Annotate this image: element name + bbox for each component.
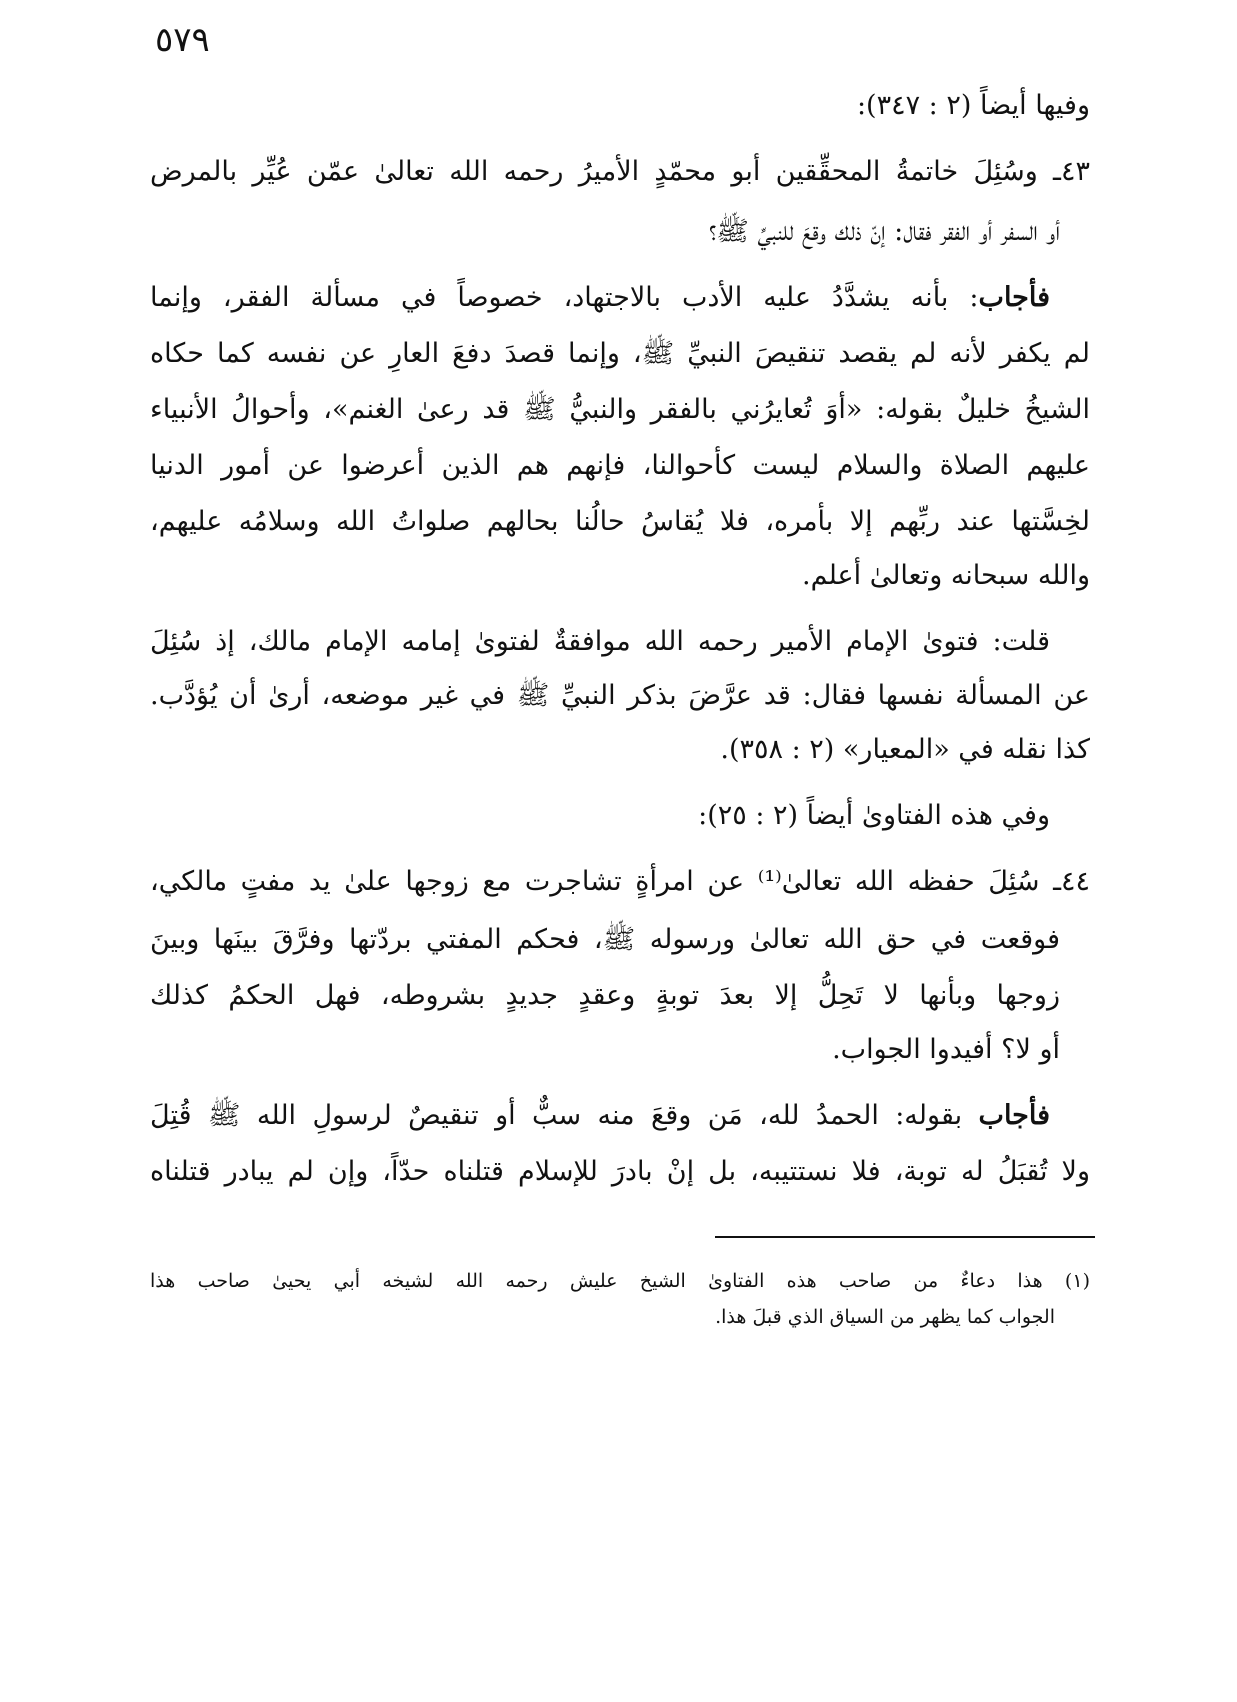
answer-text: بقوله: الحمدُ لله، مَن وقعَ منه سبٌّ أو تنقيصٌ لرسولِ الله ﷺ قُتِلَ — [150, 1100, 979, 1131]
footnote-separator — [715, 1236, 1095, 1238]
answer-text: : بأنه يشدَّدُ عليه الأدب بالاجتهاد، خصوصاً في مسألة الفقر، وإنما — [150, 282, 979, 313]
section-intro: وفيها أيضاً (٢ : ٣٤٧): — [856, 90, 1090, 121]
answer-line-5: لخِسَّتها عند ربِّهم إلا بأمره، فلا يُقاسُ حالُنا بحالهم صلواتُ الله وسلامُه عليهم، — [150, 506, 1090, 537]
note-line-3: كذا نقله في «المعيار» (٢ : ٣٥٨). — [720, 734, 1090, 765]
question-43-line-2: أو السفر أو الفقر فقال: إنّ ذلك وقعَ للنبيِّ ﷺ؟ — [708, 216, 1060, 247]
section-intro-2: وفي هذه الفتاوىٰ أيضاً (٢ : ٢٥): — [698, 800, 1050, 831]
answer-line-1 — [150, 284, 1050, 311]
question-44-line-3: زوجها وبأنها لا تَحِلُّ إلا بعدَ توبةٍ وعقدٍ جديدٍ بشروطه، فهل الحكمُ كذلك — [150, 980, 1060, 1011]
question-44-line-2: فوقعت في حق الله تعالىٰ ورسوله ﷺ، فحكم المفتي بردّتها وفرَّقَ بينَها وبينَ — [150, 924, 1060, 955]
answer-44-line-1 — [150, 1102, 1050, 1129]
answer-line-3: الشيخُ خليلٌ بقوله: «أوَ تُعايرُني بالفقر والنبيُّ ﷺ قد رعىٰ الغنم»، وأحوالُ الأنبياء — [150, 394, 1090, 425]
answer-label: فأجاب — [978, 282, 1050, 313]
text-line — [150, 92, 1090, 119]
note-line-1: قلت: فتوىٰ الإمام الأمير رحمه الله موافقةٌ لفتوىٰ إمامه الإمام مالك، إذ سُئِلَ — [150, 626, 1050, 657]
answer-label: فأجاب — [978, 1100, 1050, 1131]
answer-line-4: عليهم الصلاة والسلام ليست كأحوالنا، فإنهم هم الذين أعرضوا عن أمور الدنيا — [150, 450, 1090, 481]
footnote-line-2: الجواب كما يظهر من السياق الذي قبلَ هذا. — [715, 1306, 1055, 1328]
question-44-line-4: أو لا؟ أفيدوا الجواب. — [832, 1034, 1060, 1065]
answer-line-6: والله سبحانه وتعالىٰ أعلم. — [802, 560, 1090, 591]
page-number: ٥٧٩ — [155, 20, 210, 60]
answer-line-2: لم يكفر لأنه لم يقصد تنقيصَ النبيِّ ﷺ، وإنما قصدَ دفعَ العارِ عن نفسه كما حكاه — [150, 338, 1090, 369]
question-43-line-1: ٤٣ـ وسُئِلَ خاتمةُ المحقِّقين أبو محمّدٍ الأميرُ رحمه الله تعالىٰ عمّن عُيِّر بالمرض — [150, 156, 1090, 187]
note-line-2: عن المسألة نفسها فقال: قد عرَّضَ بذكر النبيِّ ﷺ في غير موضعه، أرىٰ أن يُؤدَّب. — [150, 680, 1090, 711]
answer-44-line-2: ولا تُقبَلُ له توبة، فلا نستتيبه، بل إنْ بادرَ للإسلام قتلناه حدّاً، وإن لم يبادر قتلناه — [150, 1156, 1090, 1187]
footnote-line-1: (١) هذا دعاءٌ من صاحب هذه الفتاوىٰ الشيخ عليش رحمه الله لشيخه أبي يحيىٰ صاحب هذا — [150, 1270, 1090, 1292]
question-44-line-1: ٤٤ـ سُئِلَ حفظه الله تعالىٰ⁽¹⁾ عن امرأةٍ تشاجرت مع زوجها علىٰ يد مفتٍ مالكي، — [150, 866, 1091, 897]
